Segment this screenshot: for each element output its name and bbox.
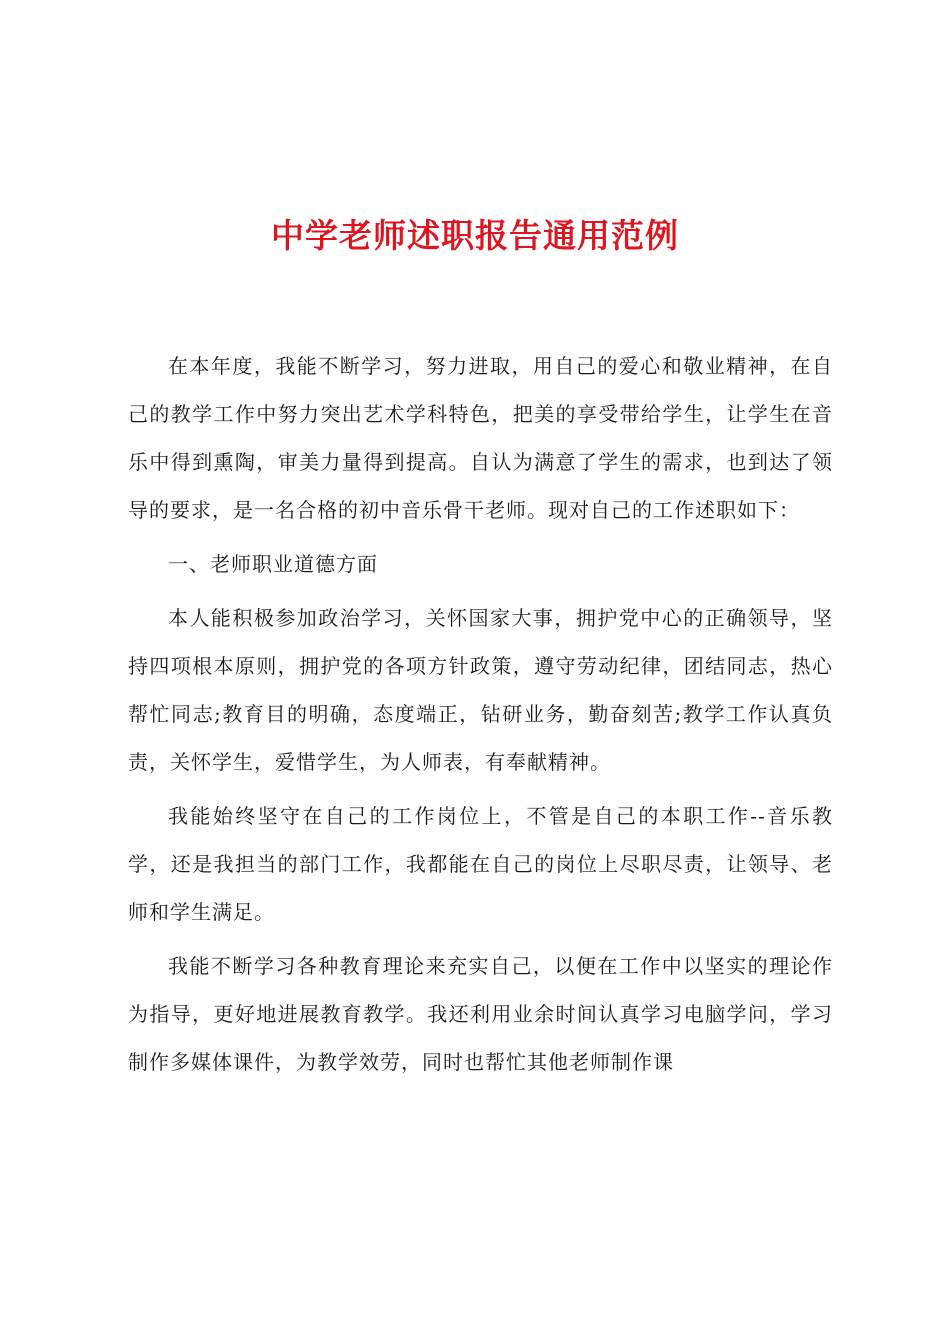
section-heading-ethics: 一、老师职业道德方面 xyxy=(168,552,378,576)
document-body xyxy=(128,342,833,1092)
paragraph-intro: 在本年度，我能不断学习，努力进取，用自己的爱心和敬业精神，在自己的教学工作中努力突出艺术学科特色，把美的享受带给学生，让学生在音乐中得到熏陶，审美力量得到提高。自认为满意了学生的需求，也到达了领导的要求，是一名合格的初中音乐骨干老师。现对自己的工作述职如下： xyxy=(128,354,833,522)
paragraph-duty: 我能始终坚守在自己的工作岗位上，不管是自己的本职工作--音乐教学，还是我担当的部门工作，我都能在自己的岗位上尽职尽责，让领导、老师和学生满足。 xyxy=(128,804,833,924)
paragraph-learning: 我能不断学习各种教育理论来充实自己，以便在工作中以坚实的理论作为指导，更好地进展教育教学。我还利用业余时间认真学习电脑学问，学习制作多媒体课件，为教学效劳，同时也帮忙其他老师制作课 xyxy=(128,954,833,1074)
paragraph-ethics: 本人能积极参加政治学习，关怀国家大事，拥护党中心的正确领导，坚持四项根本原则，拥护党的各项方针政策，遵守劳动纪律，团结同志，热心帮忙同志;教育目的明确，态度端正，钻研业务，勤奋刻苦;教学工作认真负责，关怀学生，爱惜学生，为人师表，有奉献精神。 xyxy=(128,606,833,774)
document-title: 中学老师述职报告通用范例 xyxy=(271,216,679,255)
